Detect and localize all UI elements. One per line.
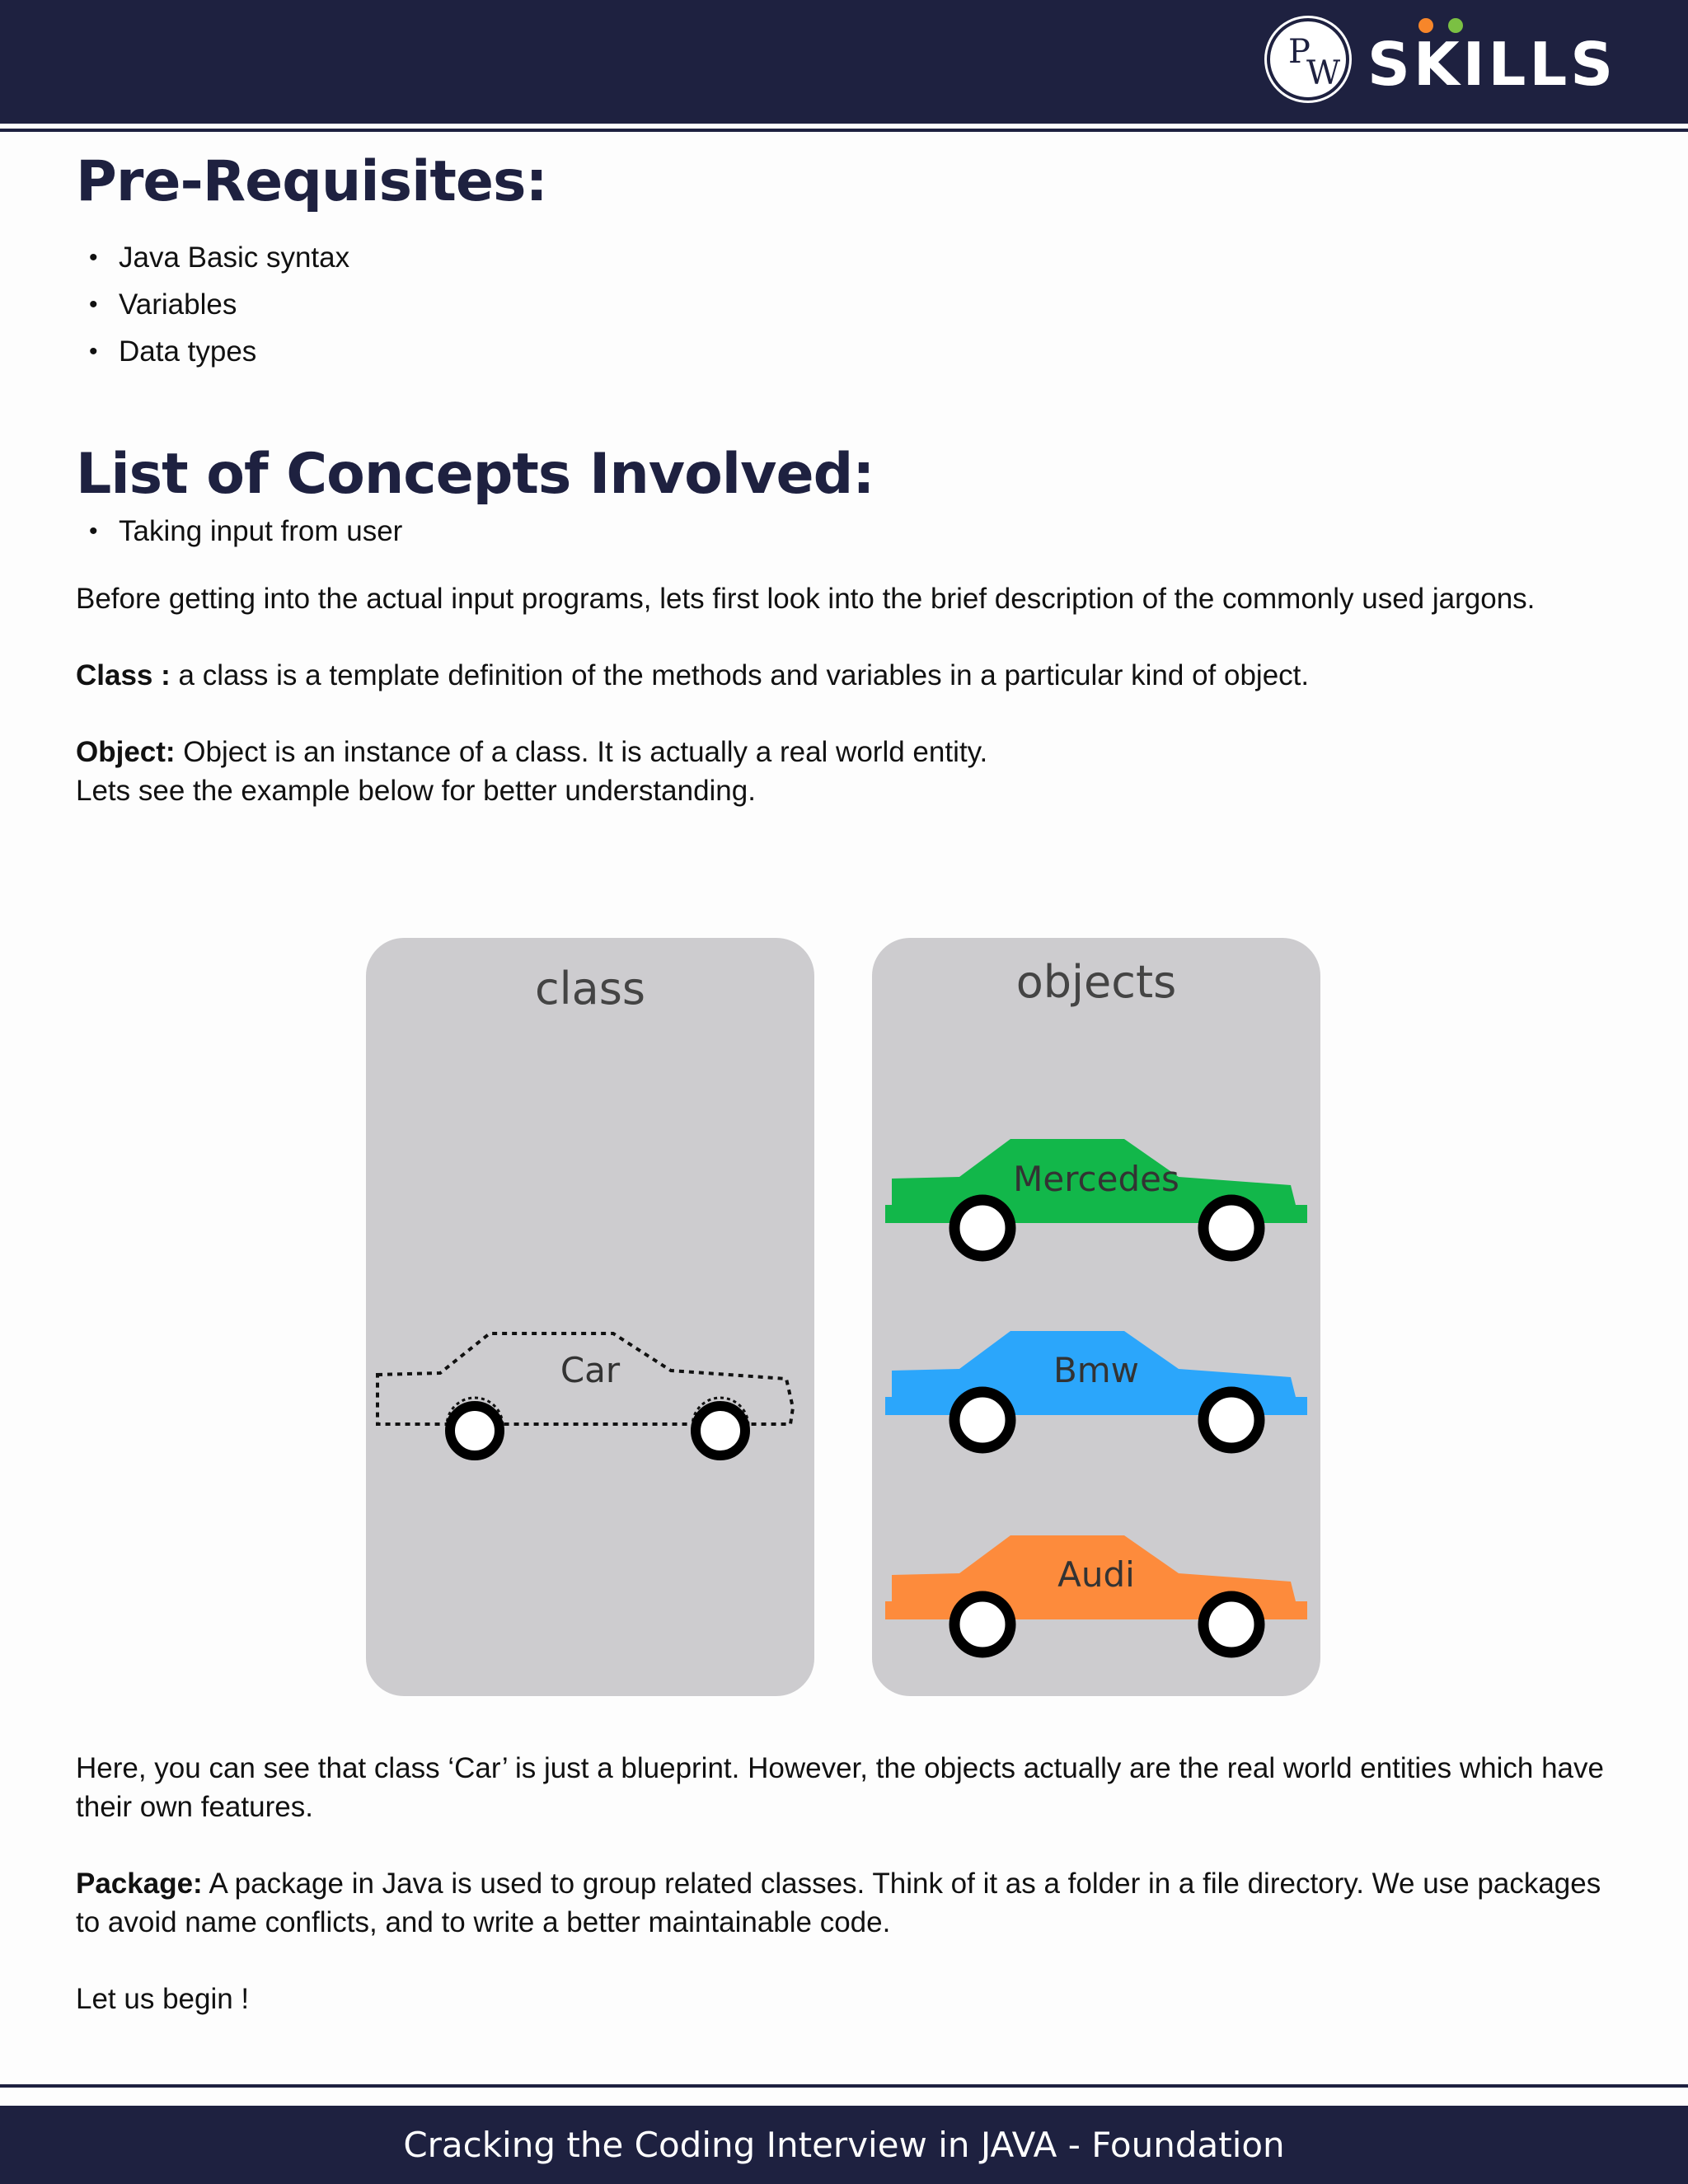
package-definition [76, 1864, 1609, 1942]
mercedes-label: Mercedes [1013, 1159, 1179, 1199]
brand-name: SKILLS [1367, 30, 1617, 99]
intro-paragraph: Before getting into the actual input programs, lets first look into the brief description of the commonly used jargons. [76, 583, 1536, 616]
audi-car-icon [885, 1526, 1309, 1666]
main-content [76, 148, 1609, 810]
blueprint-paragraph: Here, you can see that class ‘Car’ is just a blueprint. However, the objects actually are the real world entities which have their own features. [76, 1752, 1604, 1823]
prerequisites-heading: Pre-Requisites: [76, 149, 547, 214]
car-label: Car [560, 1350, 621, 1390]
lower-content [76, 1749, 1609, 2018]
list-item: • Variables [119, 281, 1609, 328]
class-panel-title: class [534, 963, 646, 1015]
bmw-car-icon [885, 1321, 1309, 1461]
closing-line: Let us begin ! [76, 1983, 250, 2015]
class-object-diagram [0, 938, 1688, 1696]
package-text: A package in Java is used to group related classes. Think of it as a folder in a file directory. We use packages to avoid name conflicts, and to write a better maintainable code. [76, 1868, 1601, 1938]
objects-panel-title: objects [1015, 956, 1177, 1008]
objects-panel [872, 938, 1320, 1696]
class-definition [76, 656, 1609, 695]
package-term: Package: [76, 1868, 203, 1900]
class-term: Class : [76, 659, 171, 692]
prerequisites-list [76, 234, 1609, 375]
mercedes-car-icon [885, 1129, 1309, 1269]
object-term: Object: [76, 736, 176, 769]
footer-divider [0, 2084, 1688, 2088]
object-definition [76, 733, 1609, 771]
page-footer: Cracking the Coding Interview in JAVA - Foundation [0, 2106, 1688, 2184]
class-text: a class is a template definition of the methods and variables in a particular kind of object. [170, 659, 1310, 692]
concepts-heading: List of Concepts Involved: [76, 441, 874, 507]
concepts-list [76, 508, 1609, 555]
bmw-label: Bmw [1053, 1350, 1140, 1390]
header-divider [0, 129, 1688, 132]
page-header [0, 0, 1688, 124]
class-panel [366, 938, 814, 1696]
object-text: Object is an instance of a class. It is actually a real world entity. [175, 736, 988, 769]
list-item: • Data types [119, 328, 1609, 375]
list-item: • Java Basic syntax [119, 234, 1609, 281]
example-line: Lets see the example below for better understanding. [76, 775, 756, 808]
pw-logo-icon: P W [1267, 18, 1349, 101]
list-item: • Taking input from user [119, 508, 1609, 555]
audi-label: Audi [1057, 1554, 1135, 1595]
car-outline-icon [374, 1325, 806, 1465]
